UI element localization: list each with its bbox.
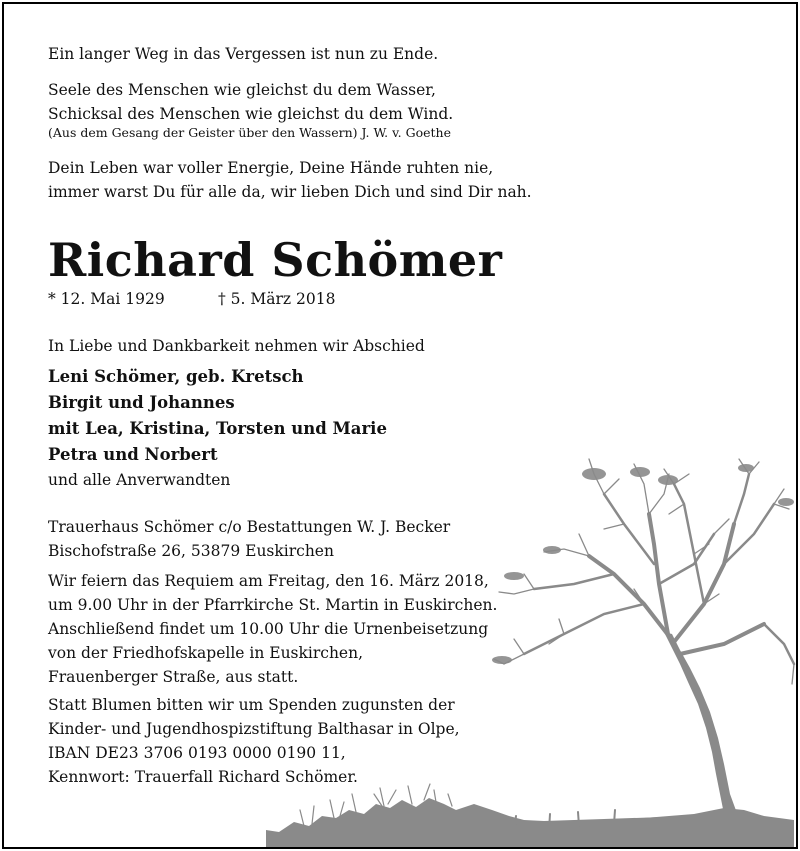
birth-date: * 12. Mai 1929	[48, 290, 165, 308]
mourner-name: Birgit und Johannes	[48, 393, 235, 412]
ground-grass	[266, 798, 794, 847]
deceased-name: Richard Schömer	[48, 233, 503, 287]
service-line: von der Friedhofskapelle in Euskirchen,	[48, 644, 364, 662]
farewell-intro: In Liebe und Dankbarkeit nehmen wir Abschied	[48, 337, 425, 355]
service-line: um 9.00 Uhr in der Pfarrkirche St. Martin in Euskirchen.	[48, 596, 498, 614]
donation-line: Statt Blumen bitten wir um Spenden zugunsten der	[48, 696, 455, 714]
donation-keyword: Kennwort: Trauerfall Richard Schömer.	[48, 768, 358, 786]
tribute-line-2: immer warst Du für alle da, wir lieben Dich und sind Dir nah.	[48, 183, 532, 201]
death-date: † 5. März 2018	[218, 290, 336, 308]
mourner-name: Petra und Norbert	[48, 445, 218, 464]
service-line: Anschließend findet um 10.00 Uhr die Urnenbeisetzung	[48, 620, 489, 638]
service-line: Wir feiern das Requiem am Freitag, den 16. März 2018,	[48, 572, 489, 590]
tree-trunk	[664, 632, 752, 822]
mourner-name: mit Lea, Kristina, Torsten und Marie	[48, 419, 387, 438]
donation-line: Kinder- und Jugendhospizstiftung Balthasar in Olpe,	[48, 720, 460, 738]
quote-source: (Aus dem Gesang der Geister über den Wassern) J. W. v. Goethe	[48, 125, 451, 140]
quote-line-1: Seele des Menschen wie gleichst du dem Wasser,	[48, 81, 436, 99]
service-line: Frauenberger Straße, aus statt.	[48, 668, 299, 686]
quote-line-2: Schicksal des Menschen wie gleichst du dem Wind.	[48, 105, 454, 123]
address-line-1: Trauerhaus Schömer c/o Bestattungen W. J. Becker	[48, 518, 451, 536]
tribute-line-1: Dein Leben war voller Energie, Deine Hände ruhten nie,	[48, 159, 494, 177]
poem-line: Ein langer Weg in das Vergessen ist nun zu Ende.	[48, 45, 439, 63]
obituary-notice	[2, 2, 798, 849]
address-line-2: Bischofstraße 26, 53879 Euskirchen	[48, 542, 334, 560]
donation-iban: IBAN DE23 3706 0193 0000 0190 11,	[48, 744, 346, 762]
mourner-name: Leni Schömer, geb. Kretsch	[48, 367, 304, 386]
other-relatives: und alle Anverwandten	[48, 471, 231, 489]
